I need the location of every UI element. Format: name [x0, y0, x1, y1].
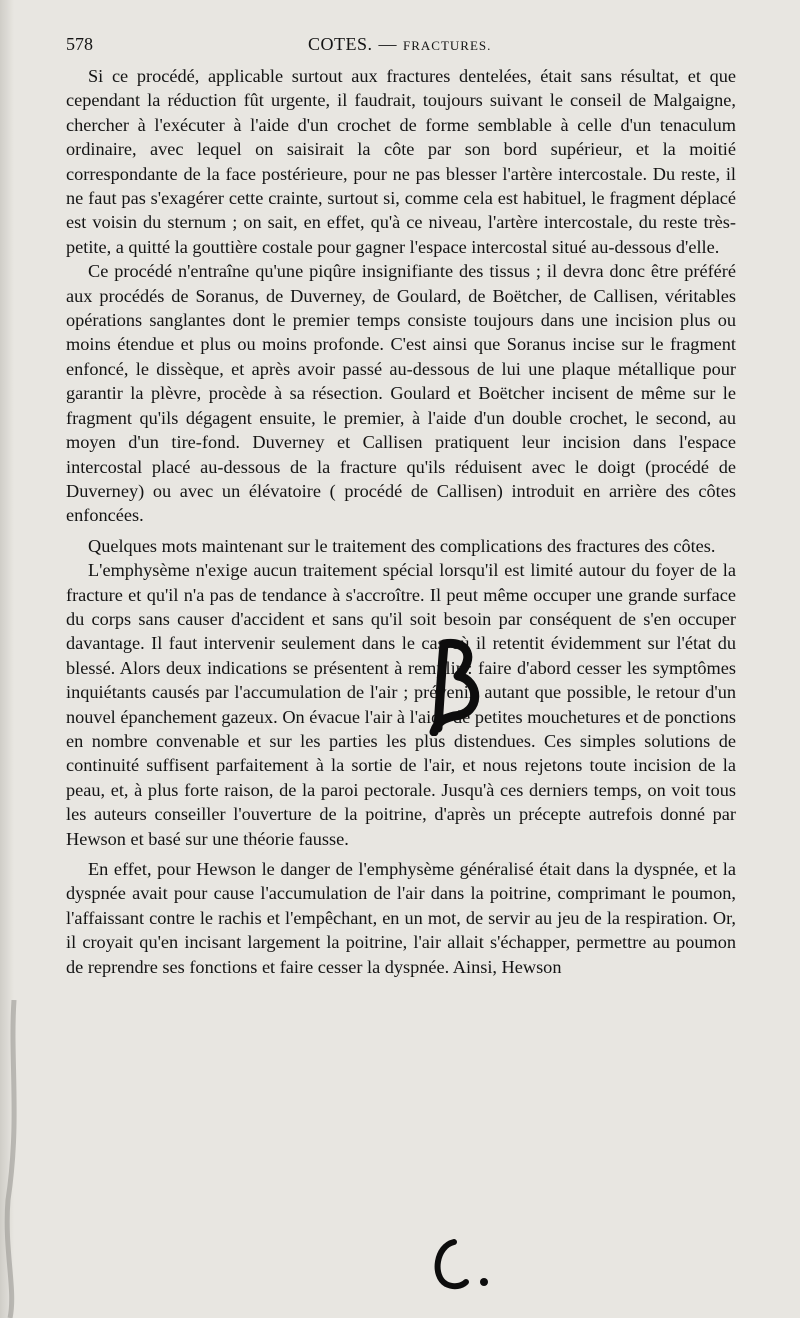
handwritten-b-mark — [420, 636, 490, 736]
paragraph: Ce procédé n'entraîne qu'une piqûre insignifiante des tissus ; il devra donc être préféré aux procédés de Soranus, de Duverney, de Goulard, de Boëtcher, de Callisen, véritables opérations sanglantes dont le premier temps consiste toujours dans une incision plus ou moins étendue et plus ou moins profonde. C'est ainsi que Soranus incise sur le fragment enfoncé, le dissèque, et après avoir passé au-dessous de lui une plaque métallique pour garantir la plèvre, procède à sa résection. Goulard et Boëtcher incisent de même sur le fragment qu'ils dégagent ensuite, le premier, à l'aide d'un double crochet, le second, au moyen d'un tire-fond. Duverney et Callisen pratiquent leur incision dans l'espace intercostal placé au-dessous de la fracture qu'ils réduisent avec le doigt (procédé de Duverney) ou avec un élévatoire ( procédé de Callisen) introduit en arrière des côtes enfoncées. — [66, 261, 736, 526]
chapter-title — [308, 34, 491, 55]
handwritten-c-mark — [426, 1236, 506, 1292]
chapter-title-dash: — — [378, 34, 398, 54]
paragraph: Si ce procédé, applicable surtout aux fractures dentelées, était sans résultat, et que cependant la réduction fût urgente, il faudrait, toujours suivant le conseil de Malgaigne, chercher à l'exécuter à l'aide d'un crochet de forme semblable à celle d'un tenaculum ordinaire, avec lequel on saisirait la côte par son bord supérieur, et la moitié correspondante de la face postérieure, pour ne pas blesser l'artère intercostale. Du reste, il ne faut pas s'exagérer cette crainte, surtout si, comme cela est habituel, le fragment déplacé est voisin du sternum ; on sait, en effet, qu'à ce niveau, l'artère intercostale, du reste très-petite, a quitté la gouttière costale pour gagner l'espace intercostal situé au-dessous d'elle. — [66, 66, 736, 257]
paragraph: En effet, pour Hewson le danger de l'emphysème généralisé était dans la dyspnée, et la dyspnée avait pour cause l'accumulation de l'air dans la poitrine, comprimant le poumon, l'affaissant contre le rachis et l'empêchant, en un mot, de servir au jeu de la respiration. Or, il croyait qu'en incisant largement la poitrine, l'air allait s'échapper, permettre au poumon de reprendre ses fonctions et faire cesser la dyspnée. Ainsi, Hewson — [66, 859, 736, 977]
margin-pencil-stroke — [0, 1000, 40, 1318]
running-head — [66, 34, 736, 58]
paragraph: Quelques mots maintenant sur le traitement des complications des fractures des côtes. — [88, 535, 716, 556]
paragraph: L'emphysème n'exige aucun traitement spécial lorsqu'il est limité autour du foyer de la fracture et qu'il n'a pas de tendance à s'accroître. Il peut même occuper une grande surface du corps sans causer d'accident et sans qu'il soit besoin par conséquent de s'en occuper davantage. Il faut intervenir seulement dans le cas où il retentit évidemment sur l'état du blessé. Alors deux indications se présentent à remplir : faire d'abord cesser les symptômes inquiétants causés par l'accumulation de l'air ; prévenir, autant que possible, le retour d'un nouvel épanchement gazeux. On évacue l'air à l'aide de petites mouchetures et de ponctions en nombre convenable et sur les parties les plus distendues. Ces simples solutions de continuité suffisent parfaitement à la sortie de l'air, et nous rejetons toute incision de la peau, et, à plus forte raison, de la paroi pectorale. Jusqu'à ces derniers temps, on voit tous les auteurs conseiller l'ouverture de la poitrine, d'après un précepte autrefois donné par Hewson et basé sur une théorie fausse. — [66, 560, 736, 849]
chapter-title-main: COTES. — [308, 34, 373, 54]
body-text — [66, 64, 736, 979]
chapter-title-sub: FRACTURES. — [403, 38, 492, 53]
page-number: 578 — [66, 34, 93, 54]
